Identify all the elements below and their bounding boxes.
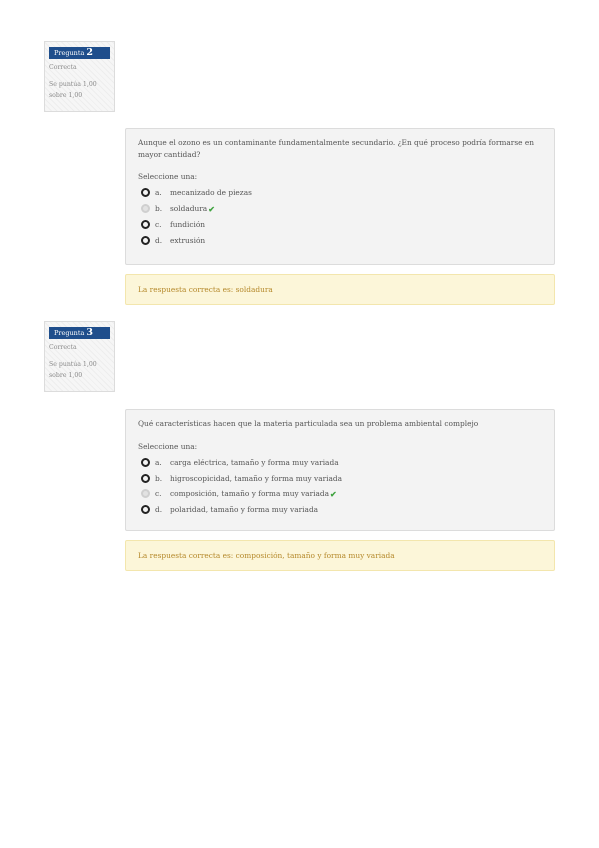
answer-option-b[interactable] [138, 470, 542, 486]
question-info-2 [44, 41, 115, 112]
question-info-3 [44, 321, 115, 392]
question-grade [49, 79, 110, 101]
answer-option-c[interactable] [138, 486, 542, 502]
answer-letter: b. [155, 473, 163, 483]
answer-prompt: Seleccione una: [138, 441, 198, 451]
question-number: 3 [86, 327, 93, 338]
answer-text: polaridad, tamaño y forma muy variada [170, 505, 319, 515]
answer-list [138, 185, 542, 248]
answer-option-a[interactable] [138, 185, 542, 201]
question-number-badge [49, 327, 110, 339]
answer-option-a[interactable] [138, 455, 542, 471]
question-state: Correcta [49, 64, 77, 71]
question-state: Correcta [49, 344, 77, 351]
question-label: Pregunta [54, 329, 85, 337]
answer-letter: c. [155, 219, 162, 229]
answer-text: carga eléctrica, tamaño y forma muy variada [170, 457, 339, 467]
question-formulation-2 [125, 128, 555, 265]
answer-text: soldadura [170, 204, 208, 214]
answer-letter: a. [155, 457, 162, 467]
check-icon: ✔ [330, 488, 337, 499]
correct-answer-feedback-3: La respuesta correcta es: composición, tamaño y forma muy variada [125, 540, 555, 571]
answer-letter: a. [155, 188, 162, 198]
answer-text: higroscopicidad, tamaño y forma muy variada [170, 473, 343, 483]
question-grade [49, 359, 110, 381]
radio-button[interactable] [141, 236, 150, 245]
answer-letter: d. [155, 505, 163, 515]
radio-button[interactable] [141, 458, 150, 467]
answer-letter: b. [155, 204, 163, 214]
grade-line-1: Se puntúa 1,00 [49, 81, 97, 88]
answer-option-d[interactable] [138, 232, 542, 248]
answer-text: composición, tamaño y forma muy variada [170, 489, 330, 499]
radio-button[interactable] [141, 188, 150, 197]
question-text: Aunque el ozono es un contaminante fundamentalmente secundario. ¿En qué proceso podría formarse en mayor cantidad? [138, 138, 534, 159]
answer-letter: d. [155, 235, 163, 245]
radio-button[interactable] [141, 220, 150, 229]
question-number-badge [49, 47, 110, 59]
answer-option-b[interactable] [138, 201, 542, 217]
radio-button-selected[interactable] [141, 489, 150, 498]
answer-text: extrusión [170, 235, 206, 245]
radio-button[interactable] [141, 505, 150, 514]
answer-prompt: Seleccione una: [138, 172, 198, 181]
answer-option-c[interactable] [138, 217, 542, 233]
question-label: Pregunta [54, 49, 85, 57]
grade-line-2: sobre 1,00 [49, 372, 83, 379]
check-icon: ✔ [208, 203, 215, 214]
answer-letter: c. [155, 489, 162, 499]
radio-button-selected[interactable] [141, 204, 150, 213]
answer-option-d[interactable] [138, 502, 542, 518]
answer-list [138, 455, 542, 518]
question-number: 2 [86, 47, 93, 58]
question-formulation-3 [125, 409, 555, 531]
radio-button[interactable] [141, 474, 150, 483]
question-text: Qué características hacen que la materia particulada sea un problema ambiental complejo [138, 419, 479, 428]
grade-line-2: sobre 1,00 [49, 92, 83, 99]
answer-text: fundición [170, 219, 206, 229]
grade-line-1: Se puntúa 1,00 [49, 361, 97, 368]
correct-answer-feedback-2: La respuesta correcta es: soldadura [125, 274, 555, 305]
answer-text: mecanizado de piezas [170, 188, 252, 198]
